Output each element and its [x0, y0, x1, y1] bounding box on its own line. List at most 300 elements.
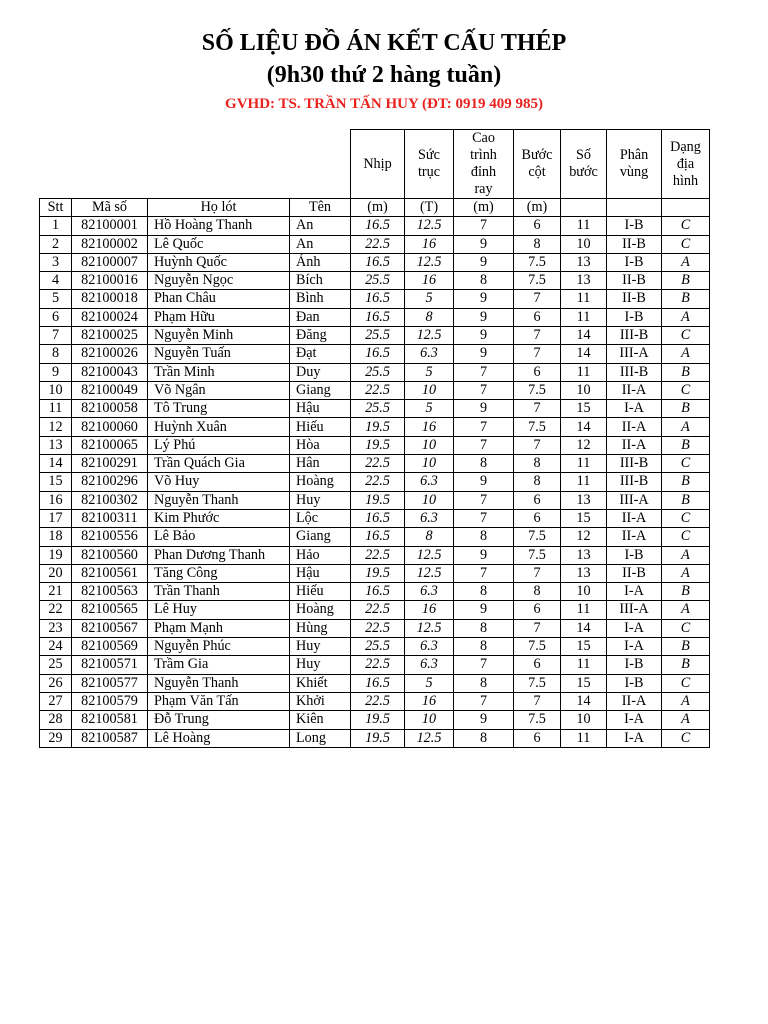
cell-nhip: 22.5 — [351, 235, 405, 253]
cell-ma-so: 82100556 — [72, 528, 148, 546]
cell-buoc-cot: 7 — [514, 345, 561, 363]
cell-stt: 22 — [40, 601, 72, 619]
col-unit-suc-truc: (T) — [405, 199, 454, 217]
cell-buoc-cot: 6 — [514, 729, 561, 747]
table-row — [40, 473, 710, 491]
cell-stt: 4 — [40, 272, 72, 290]
cell-ma-so: 82100049 — [72, 381, 148, 399]
cell-ho-lot: Hồ Hoàng Thanh — [148, 217, 290, 235]
cell-stt: 19 — [40, 546, 72, 564]
cell-suc-truc: 5 — [405, 290, 454, 308]
cell-buoc-cot: 7 — [514, 326, 561, 344]
cell-phan-vung: II-B — [607, 564, 662, 582]
cell-ho-lot: Trần Quách Gia — [148, 455, 290, 473]
cell-dang-dia-hinh: B — [662, 473, 710, 491]
cell-so-buoc: 15 — [561, 638, 607, 656]
cell-buoc-cot: 7.5 — [514, 638, 561, 656]
cell-ho-lot: Huỳnh Xuân — [148, 418, 290, 436]
cell-ten: Bình — [290, 290, 351, 308]
cell-ho-lot: Nguyễn Ngọc — [148, 272, 290, 290]
cell-ma-so: 82100016 — [72, 272, 148, 290]
cell-nhip: 25.5 — [351, 638, 405, 656]
cell-phan-vung: I-A — [607, 619, 662, 637]
cell-ten: Giang — [290, 528, 351, 546]
cell-stt: 27 — [40, 692, 72, 710]
cell-ho-lot: Lê Bảo — [148, 528, 290, 546]
cell-dang-dia-hinh: C — [662, 381, 710, 399]
cell-nhip: 16.5 — [351, 345, 405, 363]
cell-so-buoc: 14 — [561, 326, 607, 344]
cell-so-buoc: 11 — [561, 455, 607, 473]
table-row — [40, 729, 710, 747]
cell-ma-so: 82100002 — [72, 235, 148, 253]
cell-suc-truc: 16 — [405, 272, 454, 290]
cell-stt: 12 — [40, 418, 72, 436]
cell-so-buoc: 15 — [561, 674, 607, 692]
cell-ho-lot: Nguyễn Thanh — [148, 674, 290, 692]
cell-ten: Kiên — [290, 711, 351, 729]
col-ma-so: Mã số — [72, 199, 148, 217]
cell-buoc-cot: 6 — [514, 491, 561, 509]
cell-ho-lot: Phan Châu — [148, 290, 290, 308]
cell-phan-vung: III-B — [607, 326, 662, 344]
cell-so-buoc: 12 — [561, 528, 607, 546]
cell-stt: 16 — [40, 491, 72, 509]
cell-ten: Ảnh — [290, 253, 351, 271]
col-stt: Stt — [40, 199, 72, 217]
cell-ten: Hậu — [290, 400, 351, 418]
cell-phan-vung: III-A — [607, 491, 662, 509]
cell-stt: 18 — [40, 528, 72, 546]
cell-ten: Hiếu — [290, 583, 351, 601]
cell-buoc-cot: 8 — [514, 473, 561, 491]
cell-suc-truc: 12.5 — [405, 253, 454, 271]
cell-buoc-cot: 7.5 — [514, 546, 561, 564]
cell-phan-vung: I-A — [607, 400, 662, 418]
cell-nhip: 19.5 — [351, 436, 405, 454]
header-cao-trinh: Cao trình đỉnh ray — [454, 130, 514, 199]
table-row — [40, 363, 710, 381]
cell-dang-dia-hinh: A — [662, 564, 710, 582]
cell-ho-lot: Huỳnh Quốc — [148, 253, 290, 271]
cell-stt: 23 — [40, 619, 72, 637]
cell-stt: 17 — [40, 509, 72, 527]
table-row — [40, 546, 710, 564]
cell-ma-so: 82100571 — [72, 656, 148, 674]
cell-ho-lot: Trầm Gia — [148, 656, 290, 674]
cell-ho-lot: Nguyễn Phúc — [148, 638, 290, 656]
cell-phan-vung: III-A — [607, 345, 662, 363]
cell-ten: Hiếu — [290, 418, 351, 436]
cell-phan-vung: I-B — [607, 253, 662, 271]
cell-cao-trinh: 7 — [454, 491, 514, 509]
cell-ho-lot: Phạm Hữu — [148, 308, 290, 326]
cell-dang-dia-hinh: A — [662, 308, 710, 326]
cell-cao-trinh: 8 — [454, 638, 514, 656]
cell-ten: Đăng — [290, 326, 351, 344]
cell-stt: 15 — [40, 473, 72, 491]
cell-ho-lot: Trần Thanh — [148, 583, 290, 601]
cell-ten: Duy — [290, 363, 351, 381]
cell-buoc-cot: 7.5 — [514, 272, 561, 290]
cell-phan-vung: I-A — [607, 583, 662, 601]
cell-nhip: 19.5 — [351, 711, 405, 729]
col-ho-lot: Họ lót — [148, 199, 290, 217]
cell-dang-dia-hinh: A — [662, 345, 710, 363]
cell-dang-dia-hinh: C — [662, 217, 710, 235]
cell-suc-truc: 6.3 — [405, 345, 454, 363]
cell-buoc-cot: 8 — [514, 455, 561, 473]
cell-buoc-cot: 6 — [514, 601, 561, 619]
cell-ho-lot: Nguyễn Thanh — [148, 491, 290, 509]
cell-cao-trinh: 9 — [454, 400, 514, 418]
col-unit-cao-trinh: (m) — [454, 199, 514, 217]
table-row — [40, 455, 710, 473]
cell-ho-lot: Võ Huy — [148, 473, 290, 491]
data-table — [39, 129, 710, 748]
column-header-row — [40, 199, 710, 217]
cell-ho-lot: Trần Minh — [148, 363, 290, 381]
cell-dang-dia-hinh: B — [662, 436, 710, 454]
cell-ten: Hùng — [290, 619, 351, 637]
cell-dang-dia-hinh: A — [662, 546, 710, 564]
table-row — [40, 711, 710, 729]
cell-ho-lot: Lý Phú — [148, 436, 290, 454]
cell-phan-vung: II-A — [607, 436, 662, 454]
cell-ten: Bích — [290, 272, 351, 290]
cell-dang-dia-hinh: A — [662, 418, 710, 436]
cell-suc-truc: 16 — [405, 235, 454, 253]
cell-dang-dia-hinh: C — [662, 509, 710, 527]
cell-buoc-cot: 7.5 — [514, 528, 561, 546]
cell-ma-so: 82100561 — [72, 564, 148, 582]
cell-phan-vung: II-B — [607, 235, 662, 253]
cell-suc-truc: 5 — [405, 363, 454, 381]
cell-cao-trinh: 7 — [454, 509, 514, 527]
table-row — [40, 400, 710, 418]
cell-phan-vung: I-B — [607, 546, 662, 564]
table-row — [40, 528, 710, 546]
cell-ho-lot: Tăng Công — [148, 564, 290, 582]
cell-ma-so: 82100581 — [72, 711, 148, 729]
cell-ma-so: 82100579 — [72, 692, 148, 710]
table-row — [40, 601, 710, 619]
cell-cao-trinh: 8 — [454, 583, 514, 601]
cell-suc-truc: 12.5 — [405, 619, 454, 637]
cell-suc-truc: 16 — [405, 692, 454, 710]
cell-ho-lot: Phạm Văn Tấn — [148, 692, 290, 710]
cell-cao-trinh: 9 — [454, 290, 514, 308]
table-row — [40, 381, 710, 399]
header-nhip: Nhịp — [351, 130, 405, 199]
cell-ma-so: 82100060 — [72, 418, 148, 436]
cell-ma-so: 82100291 — [72, 455, 148, 473]
header-phan-vung: Phân vùng — [607, 130, 662, 199]
cell-ma-so: 82100026 — [72, 345, 148, 363]
cell-cao-trinh: 8 — [454, 455, 514, 473]
cell-nhip: 19.5 — [351, 418, 405, 436]
cell-phan-vung: II-A — [607, 509, 662, 527]
cell-dang-dia-hinh: A — [662, 601, 710, 619]
cell-dang-dia-hinh: A — [662, 711, 710, 729]
page-title: SỐ LIỆU ĐỒ ÁN KẾT CẤU THÉP — [201, 30, 567, 56]
cell-dang-dia-hinh: C — [662, 235, 710, 253]
cell-nhip: 25.5 — [351, 272, 405, 290]
page-subtitle: (9h30 thứ 2 hàng tuần) — [266, 62, 502, 88]
cell-suc-truc: 10 — [405, 381, 454, 399]
cell-so-buoc: 10 — [561, 711, 607, 729]
cell-phan-vung: I-B — [607, 674, 662, 692]
cell-dang-dia-hinh: B — [662, 583, 710, 601]
header-suc-truc: Sức trục — [405, 130, 454, 199]
cell-ma-so: 82100001 — [72, 217, 148, 235]
cell-cao-trinh: 8 — [454, 272, 514, 290]
cell-stt: 5 — [40, 290, 72, 308]
cell-ma-so: 82100302 — [72, 491, 148, 509]
cell-nhip: 22.5 — [351, 455, 405, 473]
cell-so-buoc: 13 — [561, 546, 607, 564]
cell-phan-vung: I-B — [607, 656, 662, 674]
cell-buoc-cot: 6 — [514, 509, 561, 527]
table-row — [40, 253, 710, 271]
cell-ho-lot: Phan Dương Thanh — [148, 546, 290, 564]
cell-buoc-cot: 7 — [514, 436, 561, 454]
cell-suc-truc: 10 — [405, 711, 454, 729]
cell-so-buoc: 15 — [561, 509, 607, 527]
cell-buoc-cot: 7 — [514, 564, 561, 582]
cell-ho-lot: Kim Phước — [148, 509, 290, 527]
cell-so-buoc: 11 — [561, 601, 607, 619]
cell-phan-vung: II-A — [607, 528, 662, 546]
cell-suc-truc: 10 — [405, 455, 454, 473]
cell-ten: Khiết — [290, 674, 351, 692]
cell-stt: 13 — [40, 436, 72, 454]
cell-nhip: 16.5 — [351, 217, 405, 235]
cell-stt: 25 — [40, 656, 72, 674]
cell-phan-vung: I-B — [607, 217, 662, 235]
cell-nhip: 16.5 — [351, 674, 405, 692]
cell-buoc-cot: 7 — [514, 619, 561, 637]
cell-phan-vung: I-B — [607, 308, 662, 326]
cell-dang-dia-hinh: C — [662, 528, 710, 546]
cell-cao-trinh: 9 — [454, 711, 514, 729]
cell-nhip: 16.5 — [351, 583, 405, 601]
cell-buoc-cot: 8 — [514, 583, 561, 601]
header-dang-dia-hinh: Dạng địa hình — [662, 130, 710, 199]
cell-buoc-cot: 6 — [514, 217, 561, 235]
cell-ma-so: 82100567 — [72, 619, 148, 637]
cell-nhip: 16.5 — [351, 509, 405, 527]
cell-buoc-cot: 7.5 — [514, 418, 561, 436]
col-unit-buoc-cot: (m) — [514, 199, 561, 217]
instructor-info: GVHD: TS. TRẦN TẤN HUY (ĐT: 0919 409 985) — [225, 96, 543, 112]
cell-ho-lot: Tô Trung — [148, 400, 290, 418]
table-row — [40, 674, 710, 692]
cell-cao-trinh: 7 — [454, 418, 514, 436]
cell-ho-lot: Nguyễn Tuấn — [148, 345, 290, 363]
cell-ma-so: 82100024 — [72, 308, 148, 326]
cell-dang-dia-hinh: B — [662, 638, 710, 656]
cell-ten: Giang — [290, 381, 351, 399]
cell-stt: 28 — [40, 711, 72, 729]
cell-suc-truc: 16 — [405, 418, 454, 436]
cell-buoc-cot: 6 — [514, 363, 561, 381]
cell-nhip: 25.5 — [351, 400, 405, 418]
cell-cao-trinh: 9 — [454, 308, 514, 326]
cell-cao-trinh: 9 — [454, 235, 514, 253]
cell-buoc-cot: 6 — [514, 308, 561, 326]
cell-suc-truc: 12.5 — [405, 217, 454, 235]
cell-suc-truc: 6.3 — [405, 509, 454, 527]
cell-stt: 1 — [40, 217, 72, 235]
cell-ho-lot: Lê Hoàng — [148, 729, 290, 747]
cell-phan-vung: I-A — [607, 638, 662, 656]
table-row — [40, 418, 710, 436]
cell-so-buoc: 14 — [561, 418, 607, 436]
cell-cao-trinh: 9 — [454, 601, 514, 619]
cell-phan-vung: I-A — [607, 711, 662, 729]
cell-nhip: 19.5 — [351, 564, 405, 582]
cell-ho-lot: Lê Quốc — [148, 235, 290, 253]
cell-phan-vung: II-A — [607, 418, 662, 436]
cell-ten: Khởi — [290, 692, 351, 710]
cell-suc-truc: 12.5 — [405, 326, 454, 344]
cell-nhip: 22.5 — [351, 546, 405, 564]
table-row — [40, 235, 710, 253]
cell-ho-lot: Lê Huy — [148, 601, 290, 619]
cell-stt: 6 — [40, 308, 72, 326]
cell-so-buoc: 11 — [561, 473, 607, 491]
table-row — [40, 638, 710, 656]
cell-ho-lot: Phạm Mạnh — [148, 619, 290, 637]
cell-ten: Hoàng — [290, 473, 351, 491]
cell-stt: 10 — [40, 381, 72, 399]
col-unit-nhip: (m) — [351, 199, 405, 217]
cell-phan-vung: II-A — [607, 381, 662, 399]
cell-cao-trinh: 8 — [454, 619, 514, 637]
cell-stt: 24 — [40, 638, 72, 656]
cell-stt: 21 — [40, 583, 72, 601]
cell-suc-truc: 6.3 — [405, 656, 454, 674]
cell-suc-truc: 12.5 — [405, 729, 454, 747]
cell-cao-trinh: 8 — [454, 729, 514, 747]
cell-suc-truc: 8 — [405, 528, 454, 546]
cell-buoc-cot: 7.5 — [514, 381, 561, 399]
cell-stt: 3 — [40, 253, 72, 271]
cell-suc-truc: 16 — [405, 601, 454, 619]
cell-buoc-cot: 7 — [514, 400, 561, 418]
cell-phan-vung: II-A — [607, 692, 662, 710]
group-header-row — [40, 130, 710, 199]
cell-cao-trinh: 9 — [454, 326, 514, 344]
cell-nhip: 19.5 — [351, 491, 405, 509]
cell-ten: Đạt — [290, 345, 351, 363]
cell-dang-dia-hinh: B — [662, 363, 710, 381]
table-row — [40, 583, 710, 601]
cell-buoc-cot: 7 — [514, 290, 561, 308]
cell-buoc-cot: 7.5 — [514, 711, 561, 729]
cell-nhip: 16.5 — [351, 253, 405, 271]
cell-ma-so: 82100587 — [72, 729, 148, 747]
cell-phan-vung: III-B — [607, 363, 662, 381]
table-row — [40, 326, 710, 344]
cell-suc-truc: 12.5 — [405, 546, 454, 564]
cell-nhip: 22.5 — [351, 619, 405, 637]
cell-stt: 29 — [40, 729, 72, 747]
cell-cao-trinh: 7 — [454, 656, 514, 674]
col-ten: Tên — [290, 199, 351, 217]
cell-dang-dia-hinh: C — [662, 729, 710, 747]
cell-suc-truc: 10 — [405, 436, 454, 454]
cell-nhip: 16.5 — [351, 290, 405, 308]
cell-stt: 14 — [40, 455, 72, 473]
cell-dang-dia-hinh: A — [662, 692, 710, 710]
cell-dang-dia-hinh: C — [662, 455, 710, 473]
cell-dang-dia-hinh: B — [662, 272, 710, 290]
cell-phan-vung: III-A — [607, 601, 662, 619]
table-row — [40, 290, 710, 308]
cell-ma-so: 82100025 — [72, 326, 148, 344]
cell-so-buoc: 13 — [561, 491, 607, 509]
cell-ma-so: 82100560 — [72, 546, 148, 564]
cell-nhip: 25.5 — [351, 326, 405, 344]
cell-so-buoc: 15 — [561, 400, 607, 418]
cell-ma-so: 82100018 — [72, 290, 148, 308]
cell-cao-trinh: 7 — [454, 363, 514, 381]
cell-buoc-cot: 6 — [514, 656, 561, 674]
cell-buoc-cot: 8 — [514, 235, 561, 253]
table-row — [40, 436, 710, 454]
cell-nhip: 22.5 — [351, 656, 405, 674]
table-row — [40, 308, 710, 326]
cell-ma-so: 82100577 — [72, 674, 148, 692]
cell-cao-trinh: 7 — [454, 436, 514, 454]
col-dang-dia-hinh — [662, 199, 710, 217]
cell-suc-truc: 5 — [405, 400, 454, 418]
cell-cao-trinh: 7 — [454, 217, 514, 235]
cell-dang-dia-hinh: B — [662, 491, 710, 509]
cell-so-buoc: 10 — [561, 583, 607, 601]
cell-ho-lot: Nguyễn Minh — [148, 326, 290, 344]
cell-ten: Hân — [290, 455, 351, 473]
cell-ma-so: 82100569 — [72, 638, 148, 656]
cell-ten: Huy — [290, 491, 351, 509]
cell-cao-trinh: 9 — [454, 345, 514, 363]
cell-so-buoc: 11 — [561, 729, 607, 747]
cell-ten: An — [290, 235, 351, 253]
cell-ma-so: 82100058 — [72, 400, 148, 418]
cell-dang-dia-hinh: A — [662, 253, 710, 271]
cell-so-buoc: 13 — [561, 253, 607, 271]
cell-dang-dia-hinh: C — [662, 674, 710, 692]
cell-stt: 11 — [40, 400, 72, 418]
cell-suc-truc: 6.3 — [405, 473, 454, 491]
cell-ten: An — [290, 217, 351, 235]
cell-so-buoc: 11 — [561, 656, 607, 674]
header-so-buoc: Số bước — [561, 130, 607, 199]
col-phan-vung — [607, 199, 662, 217]
cell-nhip: 19.5 — [351, 729, 405, 747]
cell-so-buoc: 10 — [561, 235, 607, 253]
cell-suc-truc: 6.3 — [405, 638, 454, 656]
cell-ma-so: 82100007 — [72, 253, 148, 271]
cell-suc-truc: 8 — [405, 308, 454, 326]
cell-so-buoc: 10 — [561, 381, 607, 399]
cell-suc-truc: 5 — [405, 674, 454, 692]
cell-so-buoc: 14 — [561, 619, 607, 637]
cell-so-buoc: 14 — [561, 345, 607, 363]
cell-ten: Long — [290, 729, 351, 747]
